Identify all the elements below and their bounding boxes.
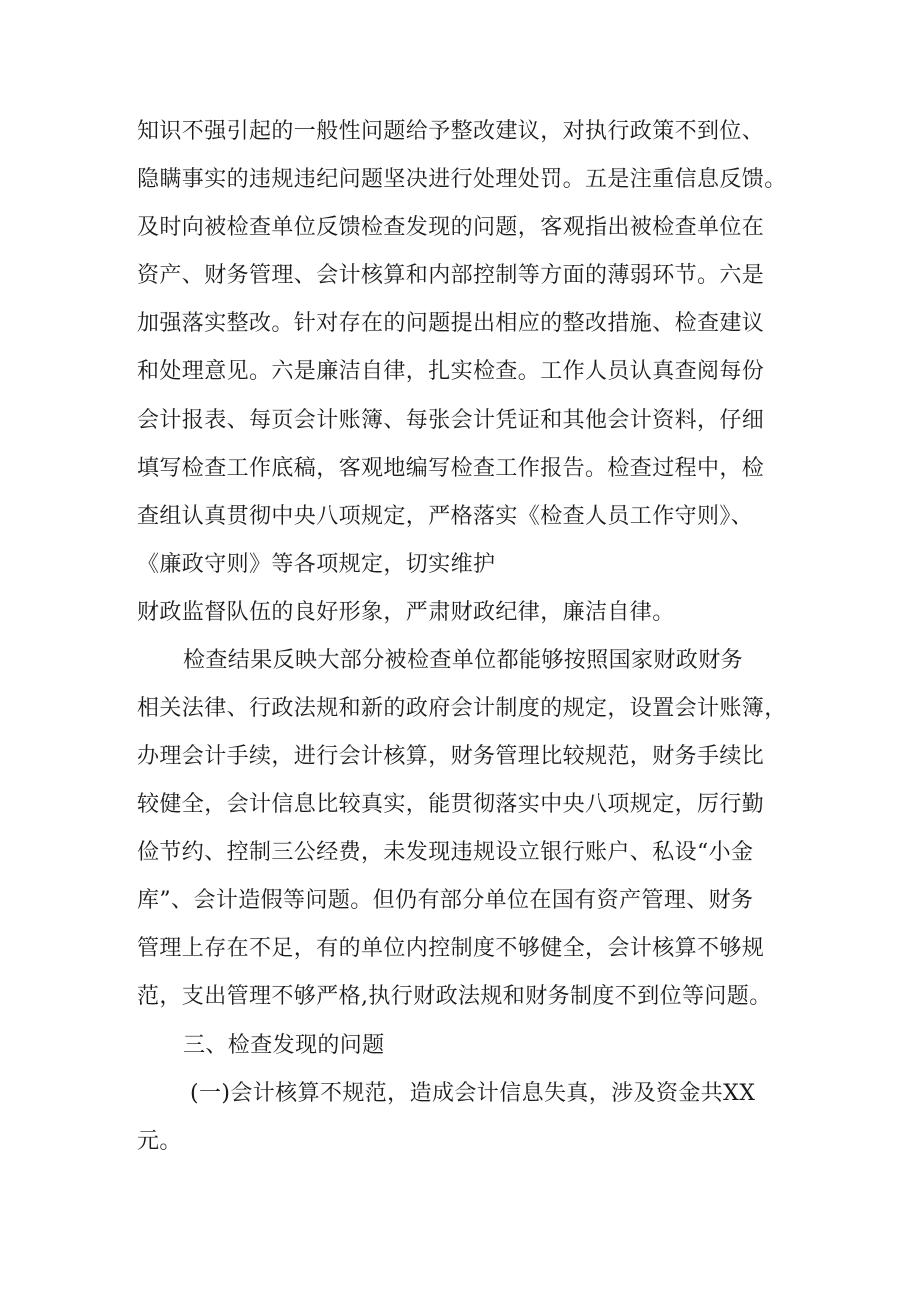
body-line: 及时向被检查单位反馈检查发现的问题，客观指出被检查单位在 <box>137 215 765 240</box>
body-line: 相关法律、行政法规和新的政府会计制度的规定，设置会计账簿， <box>137 696 787 721</box>
body-line: 办理会计手续，进行会计核算，财务管理比较规范，财务手续比 <box>137 744 765 769</box>
body-line: 《廉政守则》等各项规定，切实维护 <box>137 552 496 577</box>
section-heading: 三、检查发现的问题 <box>183 1033 385 1058</box>
body-line: 资产、财务管理、会计核算和内部控制等方面的薄弱环节。六是 <box>137 263 765 288</box>
body-line: 填写检查工作底稿，客观地编写检查工作报告。检查过程中，检 <box>137 456 765 481</box>
body-line: 库”、会计造假等问题。但仍有部分单位在国有资产管理、财务 <box>137 888 754 913</box>
body-line: 和处理意见。六是廉洁自律，扎实检查。工作人员认真查阅每份 <box>137 359 765 384</box>
body-line: 俭节约、控制三公经费，未发现违规设立银行账户、私设“小金 <box>137 840 754 865</box>
subsection-heading: (一)会计核算不规范，造成会计信息失真，涉及资金共XX <box>190 1081 756 1106</box>
body-line: 较健全，会计信息比较真实，能贯彻落实中央八项规定，厉行勤 <box>137 792 765 817</box>
body-line: 加强落实整改。针对存在的问题提出相应的整改措施、检查建议 <box>137 311 765 336</box>
body-line: 元。 <box>137 1129 182 1154</box>
body-line: 查组认真贯彻中央八项规定，严格落实《检查人员工作守则》、 <box>137 504 754 529</box>
body-line: 财政监督队伍的良好形象，严肃财政纪律，廉洁自律。 <box>137 600 675 625</box>
body-line: 会计报表、每页会计账簿、每张会计凭证和其他会计资料，仔细 <box>137 408 765 433</box>
body-line: 管理上存在不足，有的单位内控制度不够健全，会计核算不够规 <box>137 936 765 961</box>
body-line: 隐瞒事实的违规违纪问题坚决进行处理处罚。五是注重信息反馈。 <box>137 167 787 192</box>
body-line: 范，支出管理不够严格,执行财政法规和财务制度不到位等问题。 <box>137 984 772 1009</box>
body-line: 知识不强引起的一般性问题给予整改建议，对执行政策不到位、 <box>137 119 765 144</box>
paragraph-first-line: 检查结果反映大部分被检查单位都能够按照国家财政财务 <box>183 648 744 673</box>
